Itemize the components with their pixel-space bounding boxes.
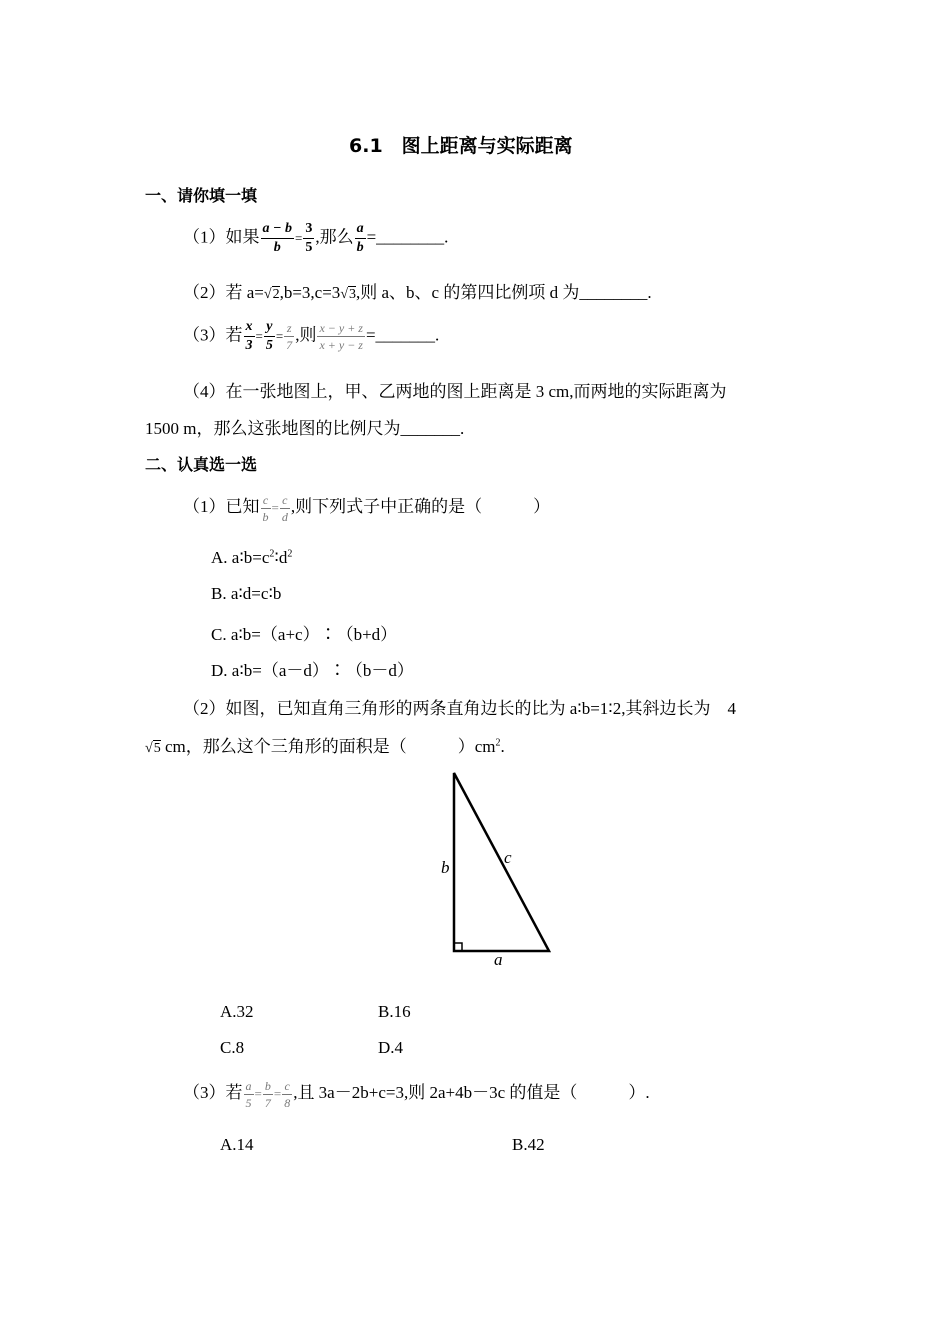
option-2-3-a: A.14 — [220, 1135, 254, 1154]
triangle-shape — [454, 773, 549, 951]
option-2-1-a: A. $a∶b=c^2∶d^2$ — [211, 548, 293, 567]
question-2-2-line1: （2）如图，已知直角三角形的两条直角边长的比为 a∶b=1∶2,其斜边长为 4 — [183, 699, 736, 718]
option-2-3-b: B.42 — [512, 1135, 545, 1154]
option-2-2-a: A.32 — [220, 1002, 254, 1021]
section-heading-choice: 二、认真选一选 — [145, 455, 258, 474]
page-title: 6.1 图上距离与实际距离 — [349, 135, 573, 157]
label-a: a — [494, 950, 503, 969]
option-2-2-d: D.4 — [378, 1038, 404, 1057]
question-1-4-line1: （4）在一张地图上，甲、乙两地的图上距离是 3 cm,而两地的实际距离为 — [183, 382, 727, 401]
label-b: b — [441, 858, 450, 877]
question-1-2: （2）若 a=√2,b=3,c=3√3,则 a、b、c 的第四比例项 d 为________. — [183, 283, 652, 302]
question-2-2-line2: √5 cm，那么这个三角形的面积是（ ）$cm^2$. — [145, 737, 505, 756]
option-2-1-c: C. a∶b=（a+c）∶（b+d） — [211, 625, 398, 644]
question-1-3: （3）若 $\frac{x}{3}$ = $\frac{y}{5}$ = $\frac{z}{7}$ ,则 $\frac{x - y + z}{x + y - z}$ =_______. — [183, 319, 440, 353]
question-1-1: （1）如果 $\frac{a - b}{b}$ = $\frac{3}{5}$ ,那么 $\frac{a}{b}$ =________. — [183, 221, 449, 255]
option-2-1-d: D. a∶b=（a－d）∶（b－d） — [211, 661, 414, 680]
label-c: c — [504, 848, 512, 867]
option-2-2-b: B.16 — [378, 1002, 411, 1021]
section-heading-fill: 一、请你填一填 — [145, 186, 258, 205]
option-2-2-c: C.8 — [220, 1038, 245, 1057]
question-1-4-line2: 1500 m，那么这张地图的比例尺为_______. — [145, 419, 465, 438]
right-triangle-figure — [430, 765, 570, 970]
question-2-1: （1）已知 $\frac{c}{b}$ = $\frac{c}{d}$ ,则下列式子中正确的是（ ） — [183, 492, 551, 524]
option-2-1-b: B. a∶d=c∶b — [211, 584, 282, 603]
question-2-3: （3）若 $\frac{a}{5}$ = $\frac{b}{7}$ = $\frac{c}{8}$ ,且 3a－2b+c=3,则 2a+4b－3c 的值是（ ）. — [183, 1078, 650, 1110]
